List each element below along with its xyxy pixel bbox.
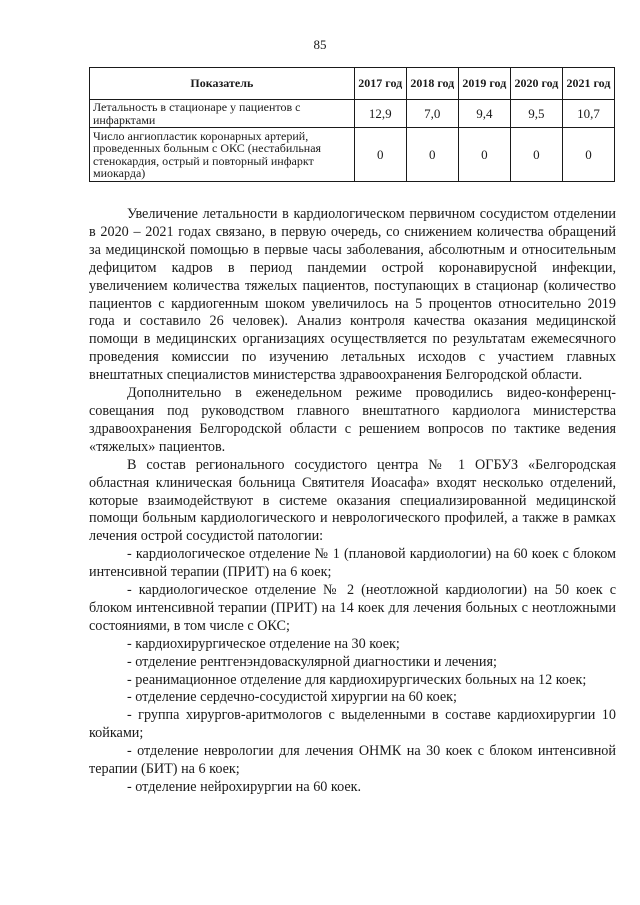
page-number: 85 (313, 37, 327, 52)
list-item: - отделение неврологии для лечения ОНМК на 30 коек с блоком интенсивной терапии (БИТ) на 6 коек; (89, 743, 616, 778)
header-indicator: Показатель (90, 68, 355, 100)
header-year-2017: 2017 год (354, 68, 406, 100)
cell-value: 12,9 (354, 100, 406, 128)
cell-value: 10,7 (562, 100, 614, 128)
paragraph: В состав регионального сосудистого центра № 1 ОГБУЗ «Белгородская областная клиническая больница Святителя Иоасафа» входят несколько отделений, которые взаимодействуют в системе оказания специализированной медицинской помощи больным кардиологического и неврологического профилей, а также в рамках лечения острой сосудистой патологии: (89, 456, 616, 545)
header-year-2021: 2021 год (562, 68, 614, 100)
cell-value: 0 (354, 128, 406, 182)
table-header-row (90, 68, 615, 100)
row-label-angioplasty: Число ангиопластик коронарных артерий, проведенных больным с ОКС (нестабильная стенокардия, острый и повторный инфаркт миокарда) (90, 128, 355, 182)
list-item: - отделение рентгенэндоваскулярной диагностики и лечения; (127, 653, 497, 670)
list-item: - отделение нейрохирургии на 60 коек. (127, 779, 362, 795)
list-item: - кардиологическое отделение № 2 (неотложной кардиологии) на 50 коек с блоком интенсивной терапии (ПРИТ) на 14 коек для лечения больных с неотложными состояниями, в том числе с ОКС; (89, 582, 616, 634)
table-row (90, 100, 615, 128)
cell-value: 7,0 (406, 100, 458, 128)
list-item: - группа хирургов-аритмологов с выделенными в составе кардиохирургии 10 койками; (89, 707, 616, 742)
list-item: - кардиохирургическое отделение на 30 коек; (127, 635, 400, 652)
header-year-2020: 2020 год (510, 68, 562, 100)
body-text (89, 206, 616, 797)
cell-value: 0 (562, 128, 614, 182)
list-item: - реанимационное отделение для кардиохирургических больных на 12 коек; (127, 671, 587, 688)
cell-value: 9,4 (458, 100, 510, 128)
cell-value: 0 (510, 128, 562, 182)
paragraph: Дополнительно в еженедельном режиме проводились видео-конференц-совещания под руководством главного внештатного кардиолога министерства здравоохранения Белгородской области с решением вопросов по тактике ведения «тяжелых» пациентов. (89, 385, 616, 455)
indicators-table (89, 67, 615, 182)
list-item: - отделение сердечно-сосудистой хирургии на 60 коек; (127, 689, 457, 706)
row-label-mortality: Летальность в стационаре у пациентов с инфарктами (90, 100, 355, 128)
header-year-2018: 2018 год (406, 68, 458, 100)
paragraph: Увеличение летальности в кардиологическом первичном сосудистом отделении в 2020 – 2021 годах связано, в первую очередь, со снижением количества обращений за медицинской помощью в первые часы заболевания, абсолютным и относительным дефицитом кадров в период пандемии острой коронавирусной инфекции, увеличением количества тяжелых пациентов, поступающих в стационар (количество пациентов с кардиогенным шоком увеличилось на 5 процентов относительно 2019 года и составило 26 человек). Анализ контроля качества оказания медицинской помощи в медицинских организациях осуществляется по результатам ежемесячного проведения комиссии по изучению летальных исходов с участием главных внештатных специалистов министерства здравоохранения Белгородской области. (89, 206, 616, 384)
cell-value: 9,5 (510, 100, 562, 128)
cell-value: 0 (406, 128, 458, 182)
list-item: - кардиологическое отделение № 1 (плановой кардиологии) на 60 коек с блоком интенсивной терапии (ПРИТ) на 6 коек; (89, 546, 616, 581)
header-year-2019: 2019 год (458, 68, 510, 100)
cell-value: 0 (458, 128, 510, 182)
table-row (90, 128, 615, 182)
